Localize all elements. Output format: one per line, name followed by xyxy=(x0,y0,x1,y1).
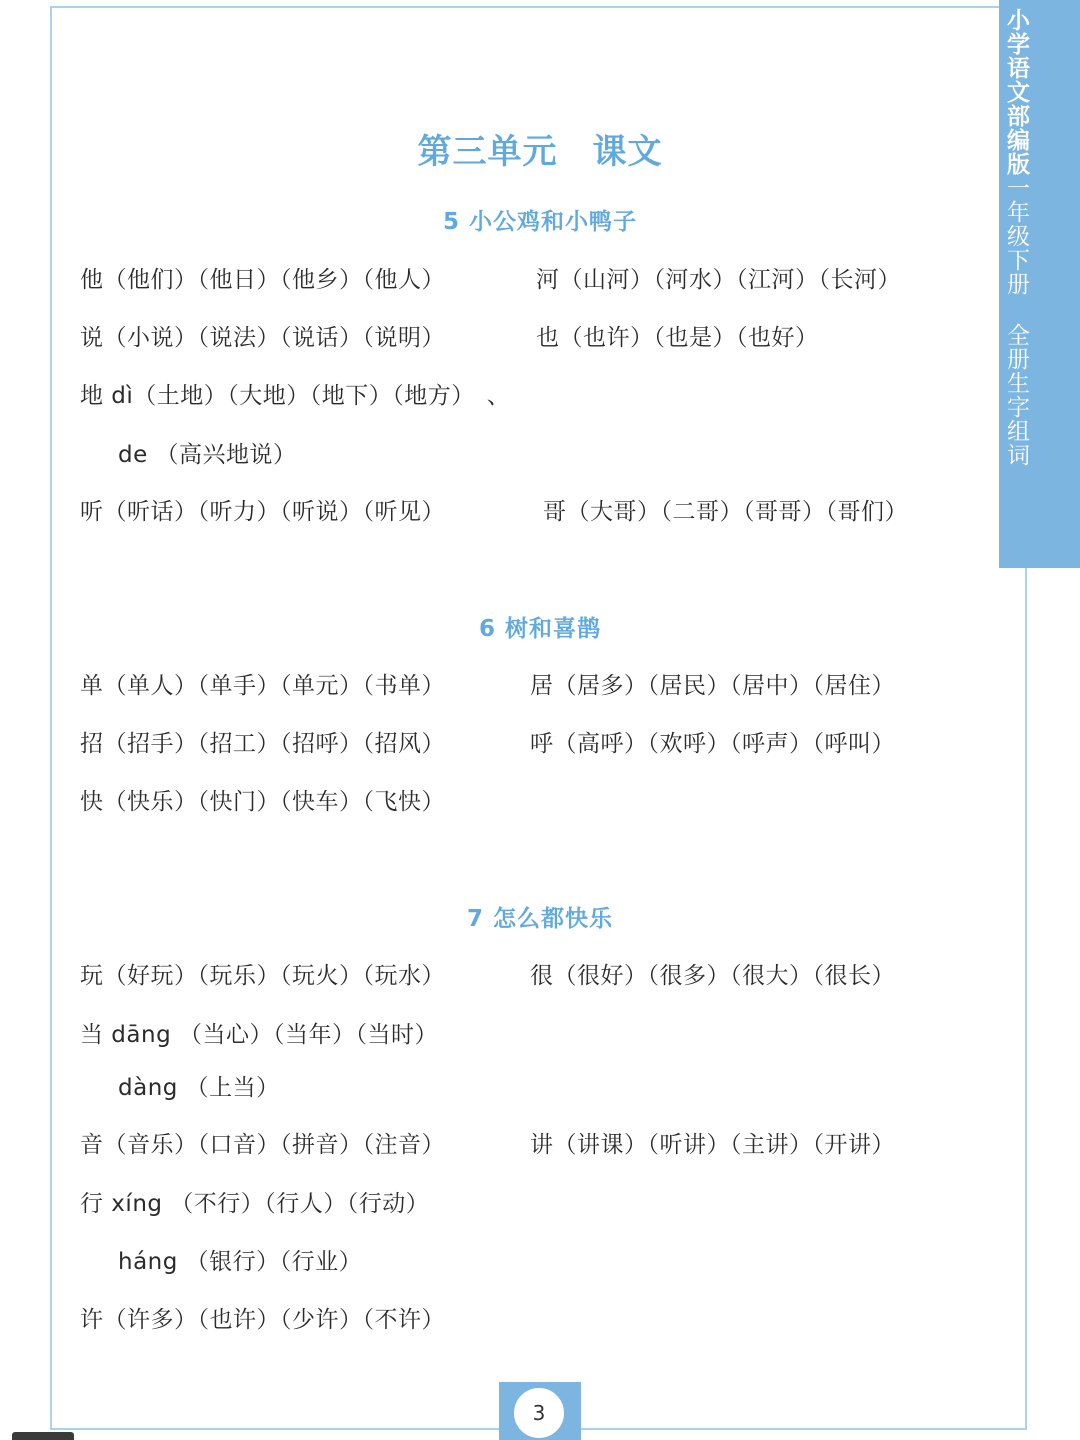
word-line: 单（单人）（单手）（单元）（书单） xyxy=(80,673,445,699)
word-line: 也（也许）（也是）（也好） xyxy=(536,325,819,351)
word-line: 居（居多）（居民）（居中）（居住） xyxy=(530,673,895,699)
word-line: 讲（讲课）（听讲）（主讲）（开讲） xyxy=(530,1132,895,1158)
side-tab xyxy=(999,0,1080,568)
word-line: dàng （上当） xyxy=(118,1075,280,1101)
word-line: 快（快乐）（快门）（快车）（飞快） xyxy=(80,789,445,815)
word-line: 招（招手）（招工）（招呼）（招风） xyxy=(80,731,445,757)
word-line: háng （银行）（行业） xyxy=(118,1249,363,1275)
word-line: 听（听话）（听力）（听说）（听见） xyxy=(80,499,445,525)
corner-bar xyxy=(12,1432,74,1440)
lesson-title-5: 5 小公鸡和小鸭子 xyxy=(442,209,637,235)
word-line: 呼（高呼）（欢呼）（呼声）（呼叫） xyxy=(530,731,895,757)
word-line: 行 xíng （不行）（行人）（行动） xyxy=(80,1191,430,1217)
word-line: 地 dì（土地）（大地）（地下）（地方） 、 xyxy=(80,383,511,409)
side-tab-title: 小学语文部编版 xyxy=(1003,8,1029,176)
word-line: 他（他们）（他日）（他乡）（他人） xyxy=(80,267,445,293)
word-line: 河（山河）（河水）（江河）（长河） xyxy=(536,267,901,293)
word-line: 音（音乐）（口音）（拼音）（注音） xyxy=(80,1132,445,1158)
side-tab-text xyxy=(999,8,1033,467)
lesson-title-6: 6 树和喜鹊 xyxy=(478,616,601,642)
page-number: 3 xyxy=(512,1386,566,1440)
lesson-title-7: 7 怎么都快乐 xyxy=(466,906,613,932)
word-line: 说（小说）（说法）（说话）（说明） xyxy=(80,325,445,351)
word-line: 玩（好玩）（玩乐）（玩火）（玩水） xyxy=(80,963,445,989)
word-line: de （高兴地说） xyxy=(118,442,297,468)
word-line: 当 dāng （当心）（当年）（当时） xyxy=(80,1022,438,1048)
side-tab-subtitle: 一年级下册 全册生字组词 xyxy=(1003,176,1029,467)
word-line: 哥（大哥）（二哥）（哥哥）（哥们） xyxy=(543,499,908,525)
unit-title: 第三单元 课文 xyxy=(417,132,663,172)
word-line: 许（许多）（也许）（少许）（不许） xyxy=(80,1307,445,1333)
word-line: 很（很好）（很多）（很大）（很长） xyxy=(530,963,895,989)
